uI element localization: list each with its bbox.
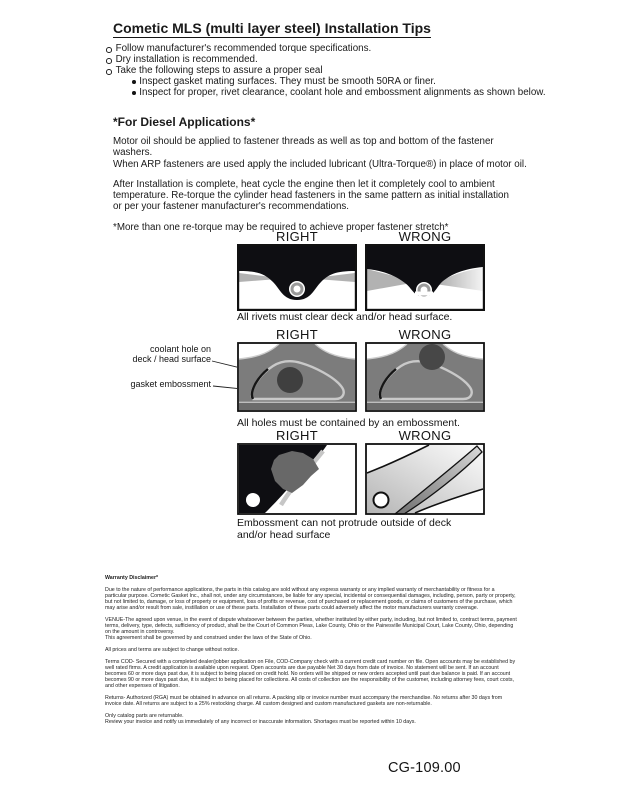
filled-bullet-icon	[132, 80, 136, 84]
diesel-applications-section	[113, 115, 533, 242]
diagram-caption: All rivets must clear deck and/or head surface.	[237, 311, 453, 323]
right-label: RIGHT	[276, 327, 318, 342]
filled-bullet-icon	[132, 91, 136, 95]
open-bullet-icon	[106, 58, 112, 64]
rivet-wrong-diagram	[365, 244, 485, 311]
list-item-text: Follow manufacturer's recommended torque specifications.	[115, 43, 372, 54]
legal-heading: Warranty Disclaimer*	[105, 575, 159, 581]
wrong-label: WRONG	[398, 428, 452, 443]
legal-paragraph: Returns- Authorized (RGA) must be obtained in advance on all returns. A packing slip or invoice number must accompany the merchandise. No returns after 30 days from invoice date. All returns are subject to a 25% restocking charge. All custom designed and custom manufactured gaskets are non-returnable.	[105, 694, 503, 707]
legal-paragraph: Only catalog parts are returnable. Review your invoice and notify us immediately of any incorrect or inaccurate information. Shortages must be reported within 10 days.	[105, 712, 416, 725]
list-item-text: Take the following steps to assure a proper seal	[115, 64, 323, 76]
right-label: RIGHT	[276, 428, 318, 443]
legal-paragraph: All prices and terms are subject to change without notice.	[105, 646, 239, 653]
diesel-heading: *For Diesel Applications*	[113, 115, 256, 129]
legal-paragraph: Due to the nature of performance applications, the parts in this catalog are sold without any express warranty or any implied warranty of merchantability or fitness for a particular purpose. Cometic Gasket Inc., shall not, under any circumstances, be liable for any special, incidental or consequential damages, including, person, party or property, but not limited to, damage, or loss of property or equipment, loss of profits or revenue, cost of purchased or replacement goods, or claims of customers of the purchase, which may arise and/or result from sale, instillation or use of these parts. Installation of these parts could adversely affect the motor manufacturers warranty coverage.	[105, 586, 516, 612]
diagram-caption: Embossment can not protrude outside of deck and/or head surface	[237, 517, 452, 541]
legal-paragraph: Terms COD- Secured with a completed dealer/jobber application on File, COD-Company check with a current credit card number on file. Open accounts may be established by well rated firms. A credit application is available upon request. Open accounts are due payable Net 30 days from date of invoice. No statement will be sent. If an account becomes 60 or more days past due, it is subject to being placed on credit hold. No orders will be shipped or new orders accepted until past due balance is paid. If an account becomes 90 or more days past due, it is subject to being placed for collections. All costs of collection are the responsibility of the customer, including attorney fees, court costs, and other expenses of litigation.	[105, 658, 516, 690]
page-title: Cometic MLS (multi layer steel) Installation Tips	[113, 20, 431, 36]
wrong-label: WRONG	[398, 327, 452, 342]
list-item	[131, 88, 546, 99]
page-number: CG-109.00	[388, 760, 461, 776]
open-bullet-icon	[106, 47, 112, 53]
legal-paragraph: VENUE-The agreed upon venue, in the event of dispute whatsoever between the parties, whether instituted by either party, including, but not limited to, contract terms, payment terms, delivery, type, defects, sufficiency of product, shall be the Court of Common Pleas, Lake County, Ohio or the Painesville Municipal Court, Lake County, Ohio, depending on the amount in controversy. This agreement shall be governed by and construed under the laws of the State of Ohio.	[105, 616, 517, 642]
wrong-label: WRONG	[398, 229, 452, 244]
embossment-right-diagram	[237, 443, 357, 515]
coolant-hole-wrong-diagram	[365, 342, 485, 412]
gasket-embossment-annotation: gasket embossment	[130, 379, 211, 389]
list-item	[131, 77, 546, 88]
diagram-caption: All holes must be contained by an embossment.	[237, 417, 460, 429]
list-item-text: Inspect gasket mating surfaces. They must be smooth 50RA or finer.	[139, 75, 436, 87]
embossment-wrong-diagram	[365, 443, 485, 515]
diesel-paragraph: *More than one re-torque may be required to achieve proper fastener stretch*	[113, 221, 449, 233]
legal-section	[105, 575, 517, 730]
right-label: RIGHT	[276, 229, 318, 244]
rivet-right-diagram	[237, 244, 357, 311]
coolant-hole-annotation: coolant hole on deck / head surface	[132, 344, 211, 364]
list-item-text: Dry installation is recommended.	[115, 53, 258, 65]
diesel-paragraph: Motor oil should be applied to fastener threads as well as top and bottom of the fastener washers. When ARP fasteners are used apply the included lubricant (Ultra-Torque®) in place of motor oil.	[113, 136, 527, 170]
list-item-text: Inspect for proper, rivet clearance, coolant hole and embossment alignments as shown below.	[139, 86, 546, 98]
coolant-hole-right-diagram	[237, 342, 357, 412]
diesel-paragraph: After Installation is complete, heat cycle the engine then let it completely cool to ambient temperature. Re-torque the cylinder head fasteners in the same pattern as initial installation or per your fastener manufacturer's recommendations.	[113, 178, 509, 213]
installation-tips-list	[106, 44, 546, 99]
open-bullet-icon	[106, 69, 112, 75]
